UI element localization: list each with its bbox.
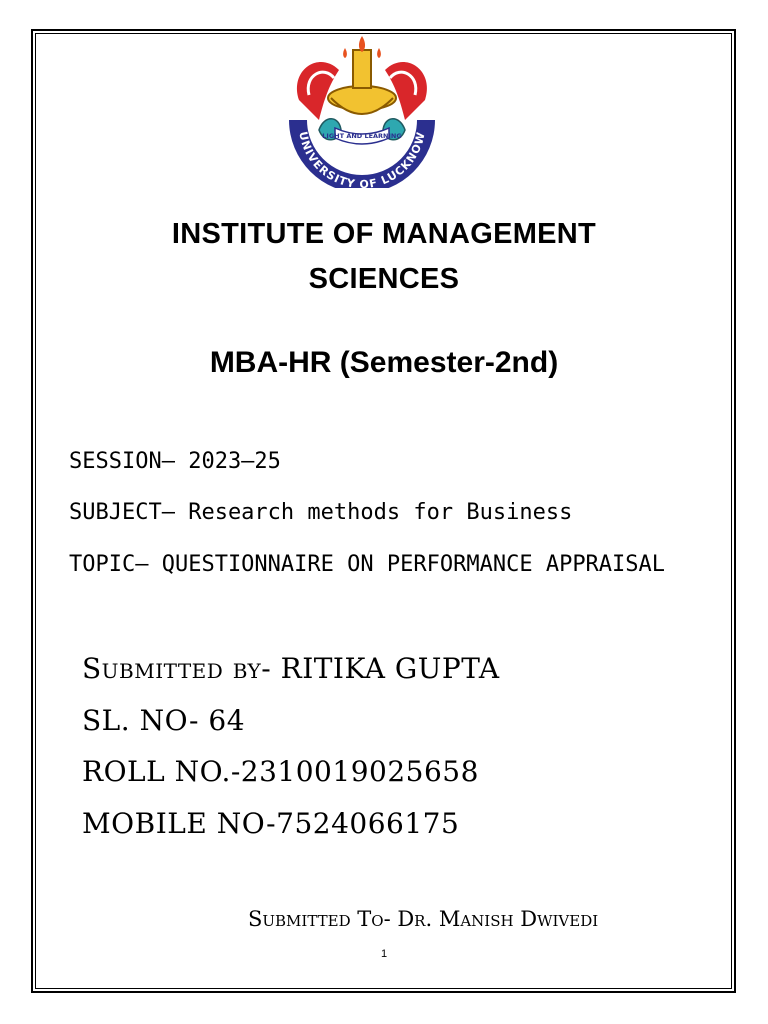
submitted-by: Submitted by- RITIKA GUPTA [82, 652, 500, 685]
institute-name-line2: SCIENCES [308, 263, 460, 295]
topic-line: TOPIC– QUESTIONNAIRE ON PERFORMANCE APPRAISAL [69, 552, 666, 577]
session-line: SESSION– 2023–25 [69, 449, 281, 474]
submitted-to: Submitted To- Dr. Manish Dwivedi [248, 907, 599, 931]
svg-text:LIGHT AND LEARNING: LIGHT AND LEARNING [322, 132, 402, 140]
mobile-number: MOBILE NO-7524066175 [82, 807, 460, 840]
roll-number: ROLL NO.-2310019025658 [82, 755, 479, 788]
university-logo [279, 30, 445, 188]
svg-text:UNIVERSITY OF LUCKNOW: UNIVERSITY OF LUCKNOW [296, 130, 428, 188]
course-title: MBA-HR (Semester-2nd) [209, 346, 559, 379]
serial-number: SL. NO- 64 [82, 704, 246, 737]
institute-name-line1: INSTITUTE OF MANAGEMENT [171, 218, 597, 250]
subject-line: SUBJECT– Research methods for Business [69, 500, 573, 525]
page-number: 1 [380, 948, 388, 960]
institute-name [60, 212, 708, 302]
